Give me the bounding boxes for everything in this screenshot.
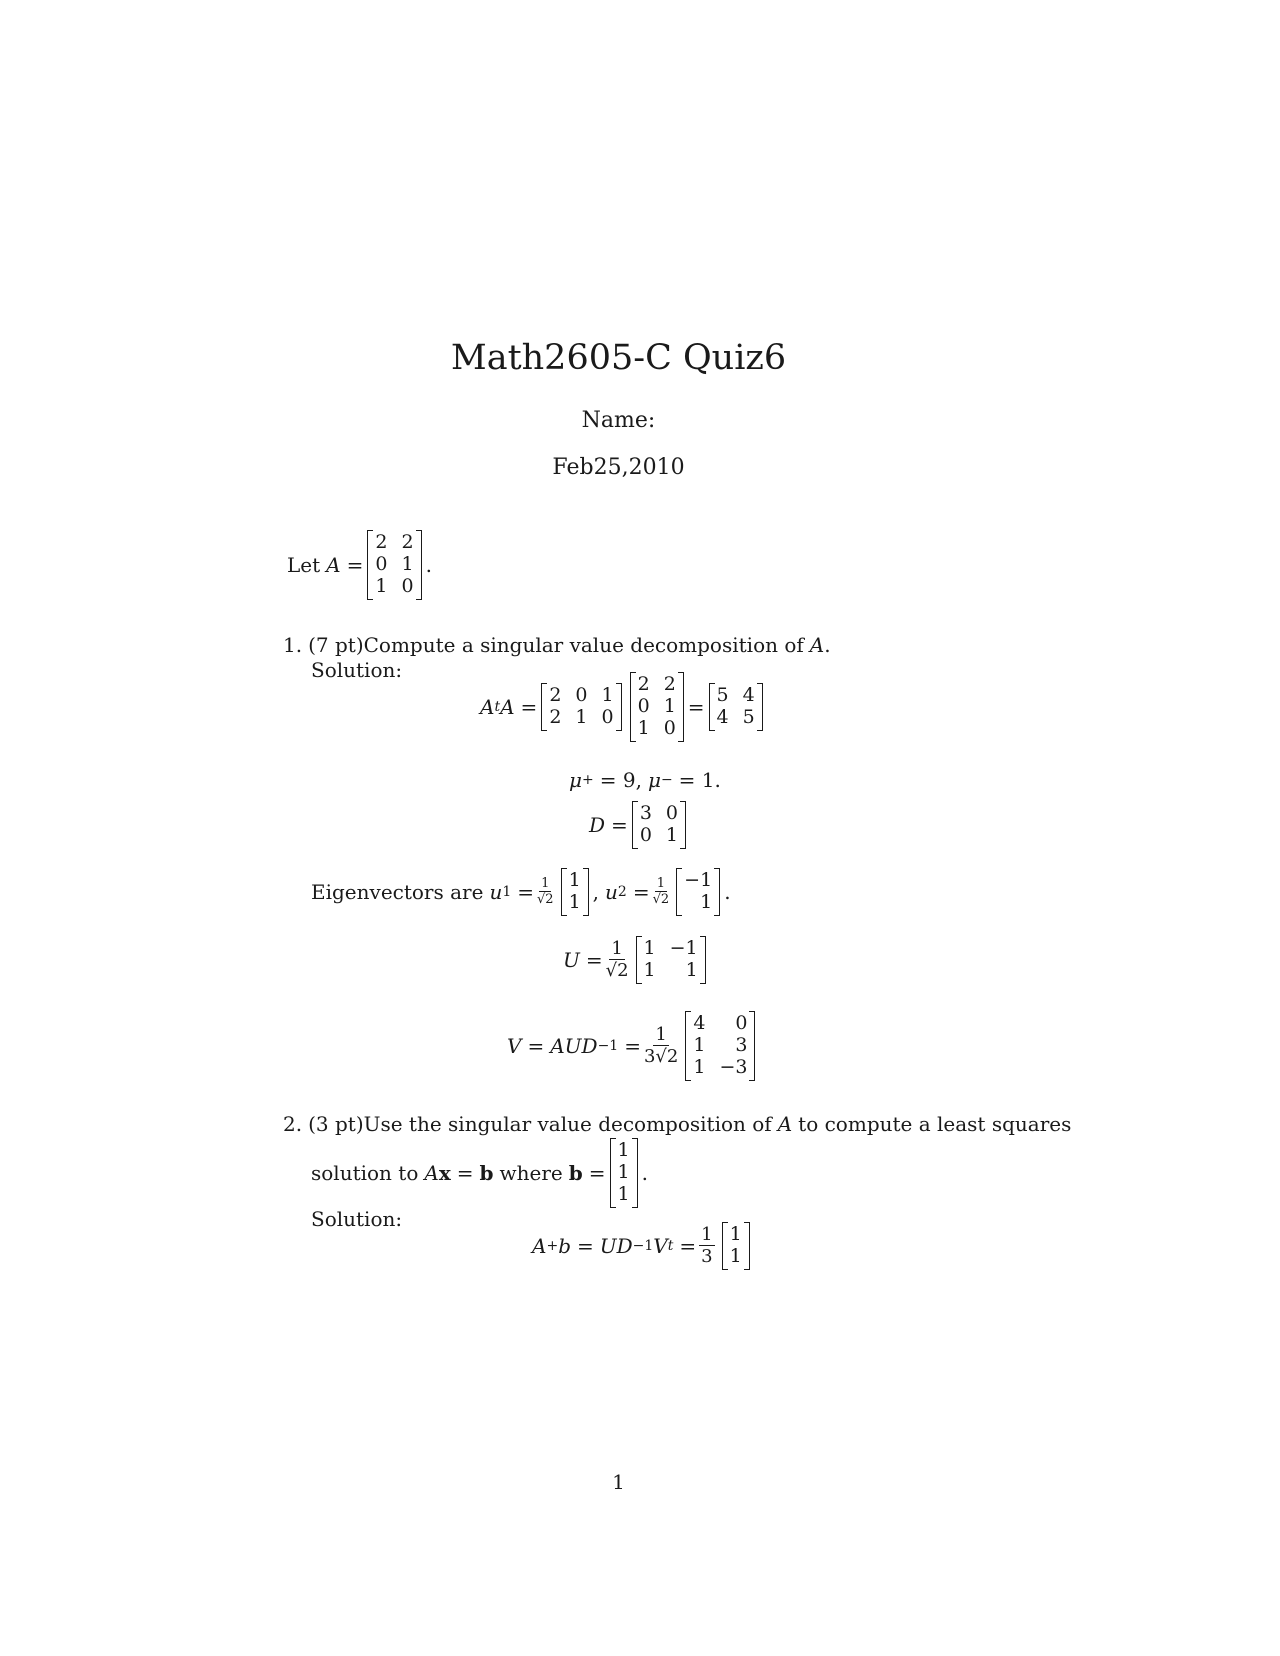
- intro-var: A: [326, 552, 341, 577]
- vector-solution: 1 1: [722, 1222, 750, 1270]
- equation-v: V = AUD −1 = $\frac{1}{3√2}$ 4 0 1 3 1 −3: [507, 1011, 759, 1081]
- matrix-a: 2 2 0 1 1 0: [367, 530, 421, 600]
- question-2: 2. (3 pt)Use the singular value decomposition of A to compute a least squares: [283, 1112, 1072, 1136]
- question-2-line-2: solution to A x = b where b = 1 1 1 .: [311, 1138, 648, 1208]
- vector-u2: −1 1: [676, 868, 720, 916]
- question-1-text: (7 pt)Compute a singular value decomposition of: [308, 633, 804, 657]
- equation-ata: A t A = 2 0 1 2 1 0 2 2 0 1 1 0 = 5 4 4 5: [480, 672, 767, 742]
- question-1-solution-label: Solution:: [311, 658, 403, 682]
- question-1-number: 1.: [283, 633, 303, 657]
- intro-suffix: .: [425, 552, 432, 577]
- question-1-var: A: [809, 633, 825, 657]
- matrix-v: 4 0 1 3 1 −3: [685, 1011, 755, 1081]
- intro-definition: [287, 530, 432, 600]
- equation-pseudoinverse: A + b = UD −1 V t = $\frac{1}{3}$ 1 1: [532, 1222, 754, 1270]
- matrix-a-repeat: 2 2 0 1 1 0: [630, 672, 684, 742]
- matrix-a-transpose: 2 0 1 2 1 0: [541, 683, 621, 731]
- vector-u1: 1 1: [561, 868, 589, 916]
- page-number: 1: [612, 1470, 625, 1494]
- intro-eq: =: [346, 552, 364, 577]
- document-title: Math2605-C Quiz6: [450, 338, 787, 378]
- question-2-solution-label: Solution:: [311, 1207, 403, 1231]
- matrix-ata-result: 5 4 4 5: [709, 683, 763, 731]
- vector-b: 1 1 1: [610, 1138, 638, 1208]
- equation-eigenvalues: μ + = 9, μ − = 1.: [569, 768, 721, 792]
- eigenvectors-line: Eigenvectors are u 1 = $\frac{1}{√2}$ 1 1 , u 2 = $\frac{1}{√2}$ −1 1 .: [311, 868, 731, 916]
- matrix-u: 1 −1 1 1: [636, 936, 706, 984]
- equation-d: D = 3 0 0 1: [589, 801, 690, 849]
- equation-u: U = $\frac{1}{√2}$ 1 −1 1 1: [563, 936, 710, 984]
- question-1: 1. (7 pt)Compute a singular value decomposition of A .: [283, 633, 831, 657]
- question-2-number: 2.: [283, 1112, 303, 1136]
- name-field-label: Name:: [581, 408, 656, 433]
- document-date: Feb25,2010: [552, 455, 685, 480]
- intro-prefix: Let: [287, 552, 321, 577]
- matrix-d: 3 0 0 1: [632, 801, 686, 849]
